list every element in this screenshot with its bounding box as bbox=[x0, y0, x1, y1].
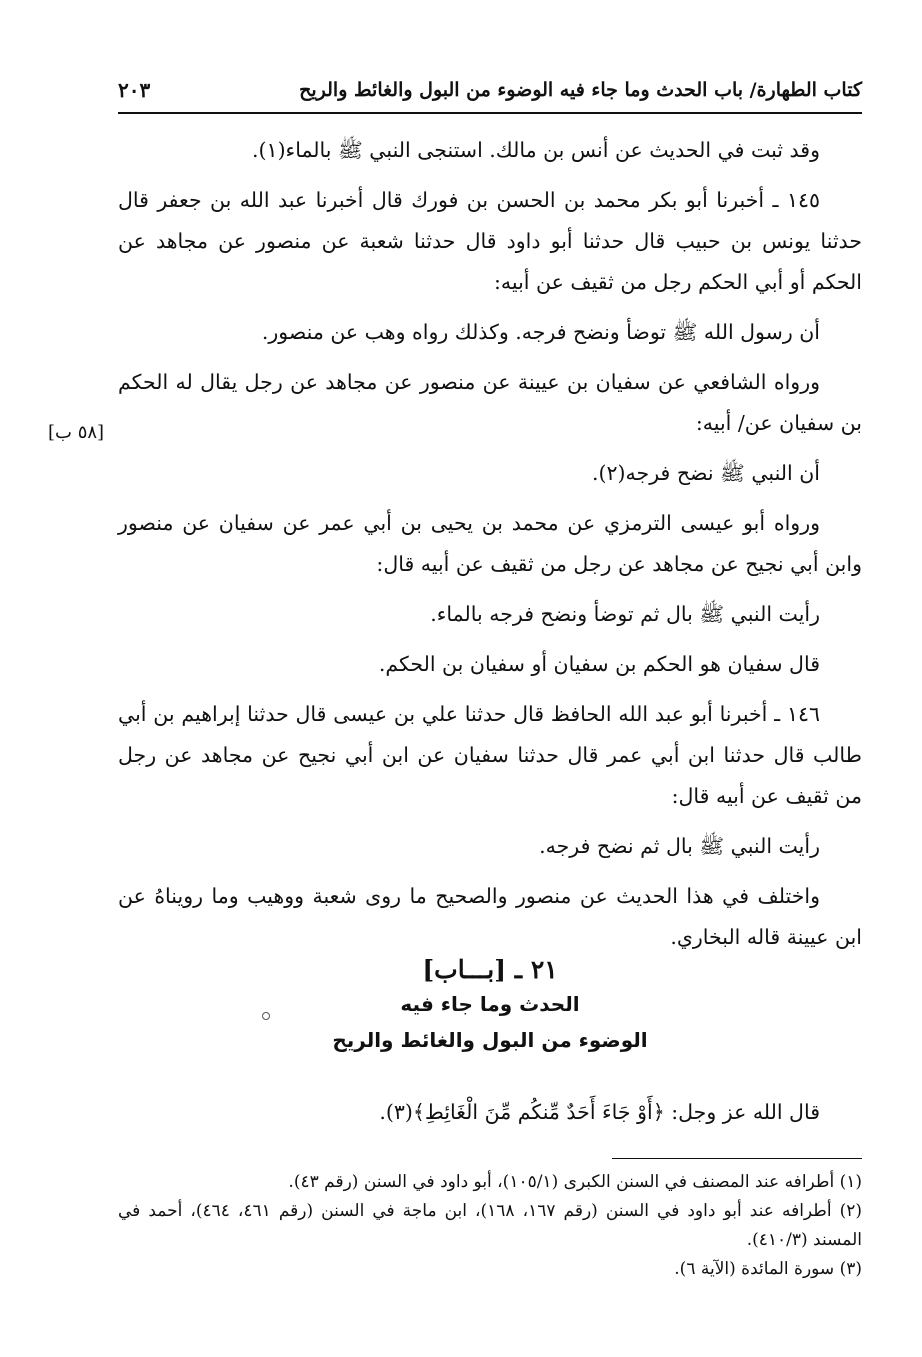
paragraph: وقد ثبت في الحديث عن أنس بن مالك. استنجى النبي ﷺ بالماء(١). bbox=[252, 138, 820, 162]
footnote: (١) أطرافه عند المصنف في السنن الكبرى (١٠٥/١)، أبو داود في السنن (رقم ٤٣). bbox=[288, 1172, 862, 1192]
chapter-number: ٢١ ـ [بـــاب] bbox=[422, 955, 558, 984]
chapter-title-line2: الوضوء من البول والغائط والريح bbox=[332, 1028, 648, 1052]
footnote-separator bbox=[612, 1158, 862, 1159]
hadith-146: ١٤٦ ـ أخبرنا أبو عبد الله الحافظ قال حدثنا علي بن عيسى قال حدثنا إبراهيم بن أبي طالب قال حدثنا ابن أبي عمر قال حدثنا سفيان عن ابن أبي نجيح عن مجاهد عن رجل من ثقيف عن أبيه قال: bbox=[118, 702, 862, 808]
quran-citation: قال الله عز وجل: ﴿أَوْ جَاءَ أَحَدٌ مِّنكُم مِّنَ الْغَائِطِ﴾(٣). bbox=[379, 1100, 820, 1124]
running-title: كتاب الطهارة/ باب الحدث وما جاء فيه الوضوء من البول والغائط والريح bbox=[299, 79, 862, 101]
paragraph: رأيت النبي ﷺ بال ثم نضح فرجه. bbox=[539, 834, 820, 858]
main-text bbox=[118, 130, 862, 967]
footnotes bbox=[118, 1168, 862, 1284]
paragraph: ورواه أبو عيسى الترمزي عن محمد بن يحيى بن أبي عمر عن سفيان عن منصور وابن أبي نجيح عن مجاهد عن رجل من ثقيف عن أبيه قال: bbox=[118, 511, 862, 576]
paragraph: واختلف في هذا الحديث عن منصور والصحيح ما روى شعبة ووهيب وما رويناهُ عن ابن عيينة قاله البخاري. bbox=[118, 884, 862, 949]
chapter-title-line1: الحدث وما جاء فيه bbox=[400, 992, 580, 1016]
paragraph: أن النبي ﷺ نضح فرجه(٢). bbox=[592, 461, 820, 485]
paragraph: ورواه الشافعي عن سفيان بن عيينة عن منصور عن مجاهد عن رجل يقال له الحكم بن سفيان عن/ أبيه: bbox=[118, 370, 862, 435]
paragraph: رأيت النبي ﷺ بال ثم توضأ ونضح فرجه بالماء. bbox=[430, 602, 820, 626]
running-header bbox=[118, 68, 862, 114]
hadith-145: ١٤٥ ـ أخبرنا أبو بكر محمد بن الحسن بن فورك قال أخبرنا عبد الله بن جعفر قال حدثنا يونس بن حبيب قال حدثنا أبو داود قال حدثنا شعبة عن منصور عن مجاهد عن الحكم أو أبي الحكم رجل من ثقيف عن أبيه: bbox=[118, 188, 862, 294]
page-number: ٢٠٣ bbox=[118, 78, 151, 102]
manuscript-folio-marker: [٥٨ ب] bbox=[48, 422, 105, 443]
footnote: (٣) سورة المائدة (الآية ٦). bbox=[674, 1259, 862, 1279]
chapter-heading bbox=[118, 955, 862, 1064]
paragraph: أن رسول الله ﷺ توضأ ونضح فرجه. وكذلك رواه وهب عن منصور. bbox=[261, 320, 820, 344]
footnote: (٢) أطرافه عند أبو داود في السنن (رقم ١٦٧، ١٦٨)، ابن ماجة في السنن (رقم ٤٦١، ٤٦٤)، أحمد في المسند (٤١٠/٣). bbox=[118, 1201, 862, 1250]
paragraph: قال سفيان هو الحكم بن سفيان أو سفيان بن الحكم. bbox=[378, 652, 820, 676]
